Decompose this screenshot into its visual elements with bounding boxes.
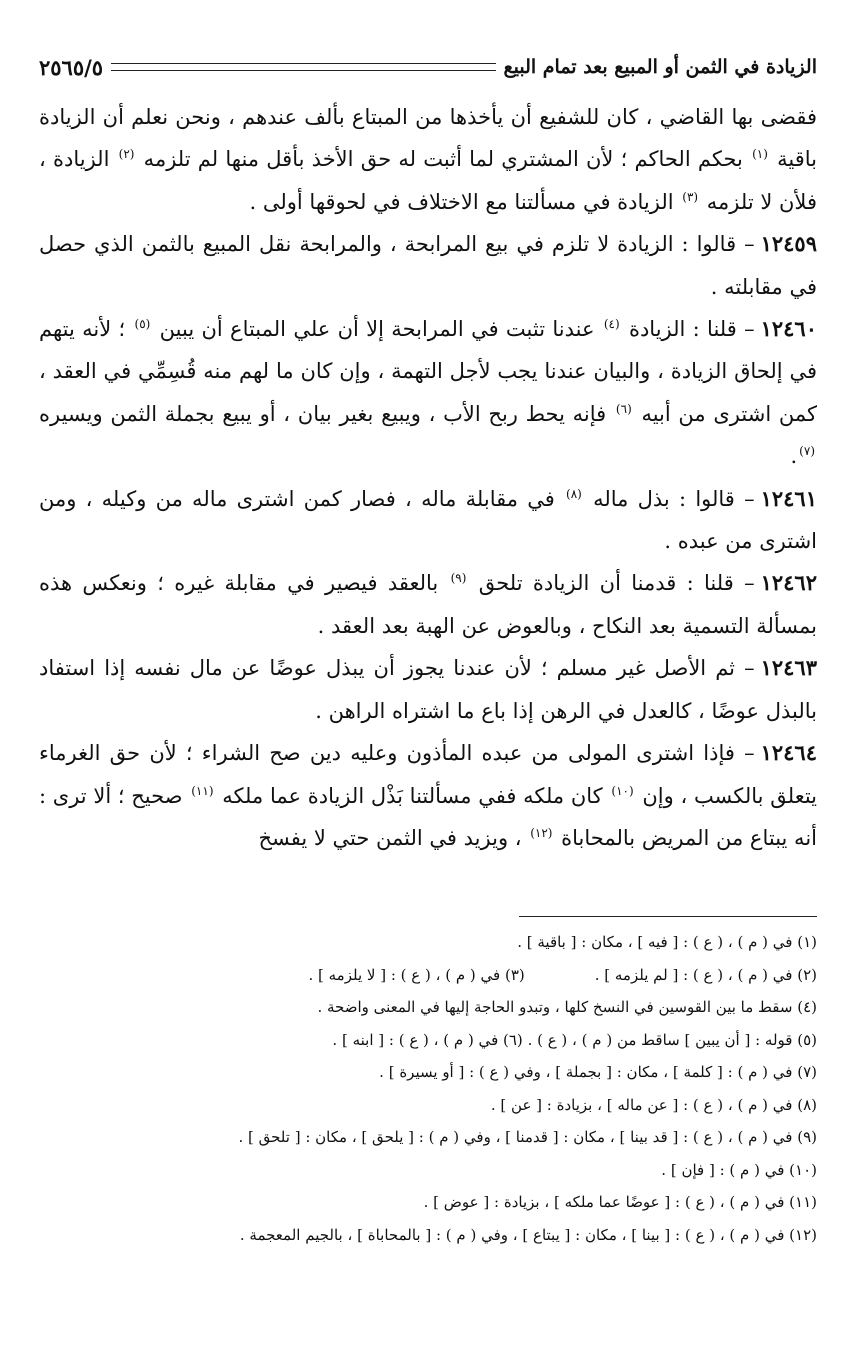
- running-header: [39, 50, 817, 84]
- text-segment: – ثم الأصل غير مسلم ؛ لأن عندنا يجوز أن يبذل عوضًا عن مال نفسه إذا استفاد بالبذل عوضًا ، كالعدل في الرهن إذا باع ما اشتراه الراهن .: [39, 656, 817, 723]
- paragraph-number: ١٢٤٥٩: [760, 231, 817, 257]
- footnote-2-3: [39, 959, 817, 992]
- paragraph: [39, 647, 817, 732]
- paragraph-number: ١٢٤٦٣: [760, 655, 817, 681]
- paragraph: [39, 96, 817, 223]
- paragraph: [39, 562, 817, 647]
- footnote-reference: (١٠): [611, 783, 634, 798]
- footnote-reference: (١٢): [530, 825, 553, 840]
- text-segment: .: [790, 444, 798, 469]
- footnote-reference: (٩): [450, 571, 467, 586]
- footnote-5-6: [39, 1024, 817, 1057]
- text-segment: ؛ لأنه يتهم في إلحاق الزيادة ، والبيان عندنا يجب لأجل التهمة ، وإن كان ما لهم منه قُسِمِّي في العقد ، كمن اشترى من أبيه: [39, 317, 817, 426]
- text-segment: الزيادة ، فلأن لا تلزمه: [39, 147, 817, 214]
- footnote-reference: (٦): [615, 401, 632, 416]
- paragraph-number: ١٢٤٦١: [760, 485, 817, 511]
- text-segment: فقضى بها القاضي ، كان للشفيع أن يأخذها من المبتاع بألف عندهم ، ونحن نعلم أن الزيادة باقية: [39, 105, 818, 172]
- text-segment: – قلنا : قدمنا أن الزيادة تلحق: [468, 571, 755, 596]
- footnote-reference: (٤): [603, 317, 620, 332]
- text-segment: فإنه يحط ربح الأب ، ويبيع بغير بيان ، أو يبيع بجملة الثمن ويسيره: [39, 401, 614, 426]
- footnote-4: (٤) سقط ما بين القوسين في النسخ كلها ، وتبدو الحاجة إليها في المعنى واضحة .: [317, 998, 817, 1016]
- footnote-2: (٢) في ( م ) ، ( ع ) : [ لم يلزمه ] .: [594, 965, 817, 984]
- text-segment: ، ويزيد في الثمن حتي لا يفسخ: [258, 825, 529, 850]
- header-rule: [111, 63, 495, 71]
- footnote-reference: (٢): [118, 147, 135, 162]
- footnote-12: (١٢) في ( م ) ، ( ع ) : [ بينا ] ، مكان : [ يبتاع ] ، وفي ( م ) : [ بالمحاباة ] ، بالجيم المعجمة .: [239, 1225, 817, 1244]
- footnote-reference: (٥): [134, 317, 151, 332]
- text-segment: كان ملكه ففي مسألتنا بَذْل الزيادة عما ملكه: [215, 783, 610, 808]
- footnote-9: (٩) في ( م ) ، ( ع ) : [ قد بينا ] ، مكان : [ قدمنا ] ، وفي ( م ) : [ يلحق ] ، مكان : [ تلحق ] .: [238, 1128, 817, 1146]
- footnote-10: (١٠) في ( م ) : [ فإن ] .: [661, 1160, 817, 1179]
- paragraph: [39, 308, 817, 478]
- text-segment: – فإذا اشترى المولى من عبده المأذون وعليه دين صح الشراء ؛ لأن حق الغرماء يتعلق بالكسب ، وإن: [39, 741, 818, 808]
- main-text: [39, 96, 817, 859]
- chapter-title: الزيادة في الثمن أو المبيع بعد تمام البيع: [503, 56, 817, 78]
- footnote-reference: (٨): [566, 486, 582, 501]
- footnote-1: (١) في ( م ) ، ( ع ) : [ فيه ] ، مكان : [ باقية ] .: [517, 933, 817, 951]
- footnotes: [39, 926, 817, 1251]
- footnote-separator: [519, 916, 817, 917]
- text-segment: بالعقد فيصير في مقابلة غيره ؛ ونعكس هذه بمسألة التسمية بعد النكاح ، وبالعوض عن الهبة بعد العقد .: [39, 571, 817, 638]
- footnote-3: (٣) في ( م ) ، ( ع ) : [ لا يلزمه ] .: [308, 965, 525, 984]
- text-segment: – قلنا : الزيادة: [621, 317, 755, 342]
- text-segment: صحيح ؛ ألا ترى : أنه يبتاع من المريض بالمحاباة: [39, 783, 817, 850]
- text-segment: – قالوا : الزيادة لا تلزم في بيع المرابحة ، والمرابحة نقل المبيع بالثمن الذي حصل في مقابلته .: [39, 232, 817, 299]
- footnote-8: (٨) في ( م ) ، ( ع ) : [ عن ماله ] ، بزيادة : [ عن ] .: [490, 1095, 817, 1114]
- paragraph-number: ١٢٤٦٢: [760, 570, 817, 596]
- paragraph: [39, 223, 817, 308]
- footnote-5: (٥) قوله : [ أن يبين ] ساقط من ( م ) ، ( ع ) .: [527, 1030, 817, 1049]
- page-number: ٢٥٦٥/٥: [39, 54, 104, 80]
- text-segment: في مقابلة ماله ، فصار كمن اشترى ماله من وكيله ، ومن اشترى من عبده .: [39, 486, 817, 554]
- footnote-7: (٧) في ( م ) : [ كلمة ] ، مكان : [ بجملة ] ، وفي ( ع ) : [ أو يسيرة ] .: [379, 1063, 817, 1081]
- footnote-reference: (٣): [682, 189, 699, 204]
- text-segment: الزيادة في مسألتنا مع الاختلاف في لحوقها أولى .: [249, 189, 681, 214]
- text-segment: بحكم الحاكم ؛ لأن المشتري لما أثبت له حق الأخذ بأقل منها لم تلزمه: [136, 147, 751, 172]
- footnote-reference: (١١): [191, 783, 214, 798]
- text-segment: عندنا تثبت في المرابحة إلا أن علي المبتاع أن يبين: [152, 317, 602, 342]
- paragraph-number: ١٢٤٦٤: [760, 740, 817, 766]
- text-segment: – قالوا : بذل ماله: [583, 486, 755, 511]
- paragraph: [39, 732, 817, 859]
- paragraph-number: ١٢٤٦٠: [760, 316, 817, 342]
- footnote-11: (١١) في ( م ) ، ( ع ) : [ عوضًا عما ملكه ] ، بزيادة : [ عوض ] .: [423, 1193, 817, 1211]
- paragraph: [39, 478, 817, 563]
- footnote-reference: (١): [752, 147, 768, 162]
- footnote-reference: (٧): [799, 444, 815, 459]
- footnote-6: (٦) في ( م ) ، ( ع ) : [ ابنه ] .: [332, 1030, 523, 1049]
